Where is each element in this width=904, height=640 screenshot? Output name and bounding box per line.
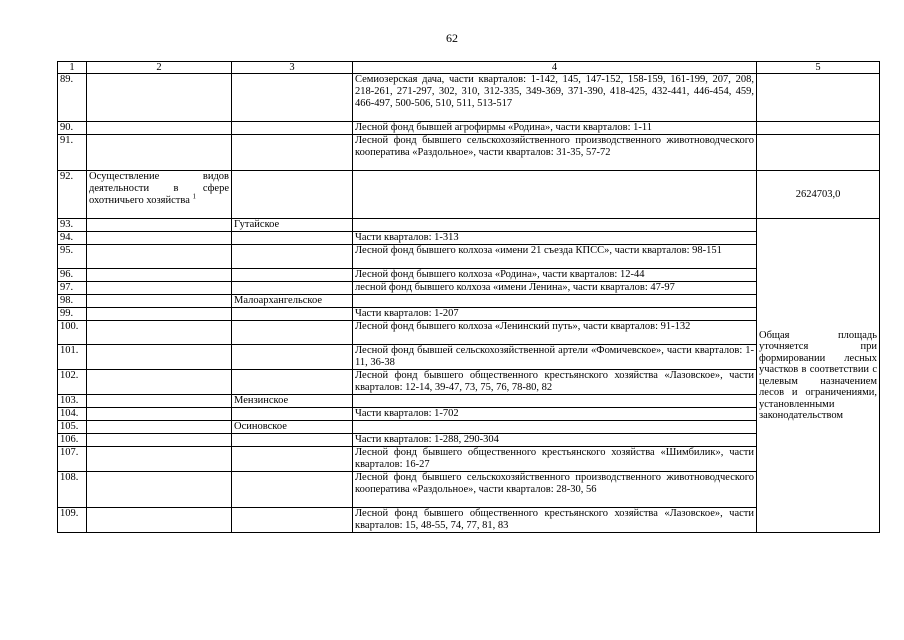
quarters-cell: Лесной фонд бывшего сельскохозяйственного производственного животноводческого кооператива «Раздольное», части кварталов: 31-35, 57-72 <box>353 135 757 171</box>
table-row <box>58 282 880 295</box>
table-row <box>58 308 880 321</box>
row-number: 108. <box>58 472 87 508</box>
activity-cell <box>87 171 232 219</box>
row-number: 107. <box>58 447 87 472</box>
forestry-cell <box>232 447 353 472</box>
row-number: 102. <box>58 370 87 395</box>
activity-cell <box>87 74 232 122</box>
row-number: 94. <box>58 232 87 245</box>
row-number: 100. <box>58 321 87 345</box>
area-cell <box>757 74 880 122</box>
quarters-cell <box>353 171 757 219</box>
activity-cell <box>87 122 232 135</box>
quarters-cell: Семиозерская дача, части кварталов: 1-142, 145, 147-152, 158-159, 161-199, 207, 208, 218-261, 271-297, 302, 310, 312-335, 349-369, 371-390, 418-425, 432-441, 446-454, 459, 466-497, 500-506, 510, 511, 513-517 <box>353 74 757 122</box>
table-row <box>58 447 880 472</box>
quarters-cell <box>353 421 757 434</box>
table-row <box>58 295 880 308</box>
row-number: 96. <box>58 269 87 282</box>
quarters-cell: Лесной фонд бывшей агрофирмы «Родина», части кварталов: 1-11 <box>353 122 757 135</box>
quarters-cell: Лесной фонд бывшего общественного крестьянского хозяйства «Шимбилик», части кварталов: 16-27 <box>353 447 757 472</box>
table-header-row <box>58 62 880 74</box>
table-row <box>58 421 880 434</box>
activity-text: Осуществление видов деятельности в сфере охотничьего хозяйства <box>89 171 229 206</box>
activity-cell <box>87 321 232 345</box>
table-row <box>58 345 880 370</box>
quarters-cell <box>353 295 757 308</box>
row-number: 101. <box>58 345 87 370</box>
forestry-cell: Осиновское <box>232 421 353 434</box>
quarters-cell: Лесной фонд бывшего колхоза «Родина», части кварталов: 12-44 <box>353 269 757 282</box>
activity-cell <box>87 295 232 308</box>
row-number: 92. <box>58 171 87 219</box>
forestry-cell <box>232 171 353 219</box>
forestry-cell <box>232 308 353 321</box>
row-number: 98. <box>58 295 87 308</box>
row-number: 105. <box>58 421 87 434</box>
activity-cell <box>87 472 232 508</box>
table-row <box>58 269 880 282</box>
row-number: 93. <box>58 219 87 232</box>
forest-areas-table <box>57 61 880 533</box>
quarters-cell: Лесной фонд бывшего колхоза «имени 21 съезда КПСС», части кварталов: 98-151 <box>353 245 757 269</box>
forestry-cell: Гутайское <box>232 219 353 232</box>
table-row <box>58 434 880 447</box>
column-header: 4 <box>353 62 757 74</box>
quarters-cell: Части кварталов: 1-313 <box>353 232 757 245</box>
table-row <box>58 232 880 245</box>
quarters-cell: Лесной фонд бывшего сельскохозяйственного производственного животноводческого кооператива «Раздольное», части кварталов: 28-30, 56 <box>353 472 757 508</box>
total-area-cell: 2624703,0 <box>757 171 880 219</box>
forestry-cell <box>232 135 353 171</box>
forestry-cell <box>232 472 353 508</box>
forestry-cell: Малоархангельское <box>232 295 353 308</box>
table-row <box>58 122 880 135</box>
quarters-cell: Лесной фонд бывшего общественного крестьянского хозяйства «Лазовское», части кварталов: 15, 48-55, 74, 77, 81, 83 <box>353 508 757 533</box>
forestry-cell: Мензинское <box>232 395 353 408</box>
forestry-cell <box>232 232 353 245</box>
activity-cell <box>87 135 232 171</box>
table-row <box>58 472 880 508</box>
row-number: 104. <box>58 408 87 421</box>
activity-cell <box>87 447 232 472</box>
forestry-cell <box>232 370 353 395</box>
activity-cell <box>87 345 232 370</box>
row-number: 99. <box>58 308 87 321</box>
table-row <box>58 171 880 219</box>
quarters-cell: Части кварталов: 1-207 <box>353 308 757 321</box>
row-number: 91. <box>58 135 87 171</box>
activity-cell <box>87 282 232 295</box>
activity-cell <box>87 408 232 421</box>
forestry-cell <box>232 408 353 421</box>
quarters-cell: лесной фонд бывшего колхоза «имени Ленина», части кварталов: 47-97 <box>353 282 757 295</box>
table-row <box>58 321 880 345</box>
table-row <box>58 370 880 395</box>
row-number: 109. <box>58 508 87 533</box>
quarters-cell: Лесной фонд бывшей сельскохозяйственной артели «Фомичевское», части кварталов: 1-11, 36-38 <box>353 345 757 370</box>
table-row <box>58 135 880 171</box>
column-header: 2 <box>87 62 232 74</box>
area-cell <box>757 122 880 135</box>
forestry-cell <box>232 245 353 269</box>
activity-cell <box>87 508 232 533</box>
row-number: 90. <box>58 122 87 135</box>
row-number: 89. <box>58 74 87 122</box>
activity-cell <box>87 245 232 269</box>
activity-cell <box>87 308 232 321</box>
quarters-cell: Части кварталов: 1-702 <box>353 408 757 421</box>
table-row <box>58 408 880 421</box>
activity-cell <box>87 232 232 245</box>
footnote-marker: 1 <box>192 192 196 201</box>
activity-cell <box>87 219 232 232</box>
quarters-cell: Части кварталов: 1-288, 290-304 <box>353 434 757 447</box>
activity-cell <box>87 370 232 395</box>
forestry-cell <box>232 321 353 345</box>
table-row <box>58 74 880 122</box>
row-number: 106. <box>58 434 87 447</box>
area-cell <box>757 135 880 171</box>
column-header: 3 <box>232 62 353 74</box>
quarters-cell <box>353 219 757 232</box>
activity-cell <box>87 395 232 408</box>
activity-cell <box>87 269 232 282</box>
quarters-cell: Лесной фонд бывшего колхоза «Ленинский путь», части кварталов: 91-132 <box>353 321 757 345</box>
forestry-cell <box>232 122 353 135</box>
forestry-cell <box>232 345 353 370</box>
column-header: 1 <box>58 62 87 74</box>
activity-cell <box>87 421 232 434</box>
page-number: 62 <box>446 31 458 45</box>
column-header: 5 <box>757 62 880 74</box>
row-number: 97. <box>58 282 87 295</box>
forestry-cell <box>232 74 353 122</box>
row-number: 103. <box>58 395 87 408</box>
forestry-cell <box>232 282 353 295</box>
row-number: 95. <box>58 245 87 269</box>
quarters-cell <box>353 395 757 408</box>
activity-cell <box>87 434 232 447</box>
quarters-cell: Лесной фонд бывшего общественного крестьянского хозяйства «Лазовское», части кварталов: 12-14, 39-47, 73, 75, 76, 78-80, 82 <box>353 370 757 395</box>
area-note-cell: Общая площадь уточняется при формировании лесных участков в соответствии с целевым назначением лесов и ограничениями, установленными законодательством <box>757 219 880 533</box>
table-row <box>58 245 880 269</box>
forestry-cell <box>232 269 353 282</box>
table-row <box>58 219 880 232</box>
table-row <box>58 508 880 533</box>
forestry-cell <box>232 508 353 533</box>
forestry-cell <box>232 434 353 447</box>
table-row <box>58 395 880 408</box>
